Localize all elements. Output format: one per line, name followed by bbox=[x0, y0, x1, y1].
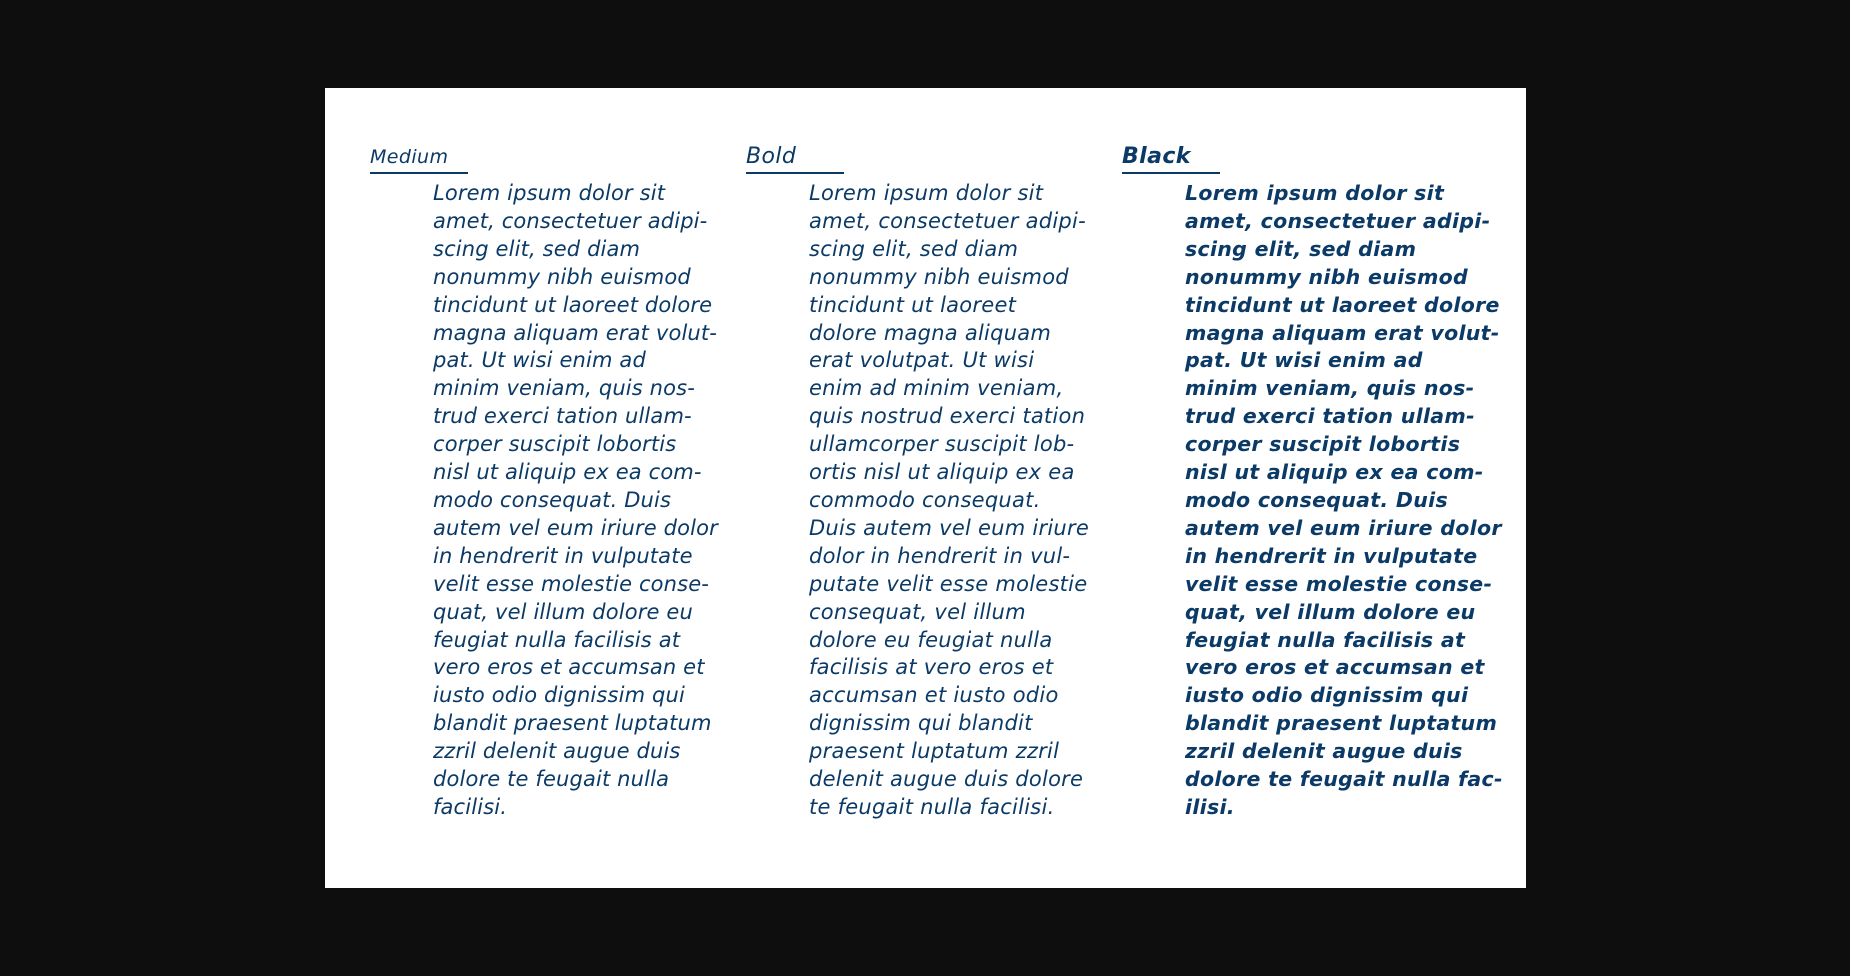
text-line: nonummy nibh euismod bbox=[1185, 264, 1468, 289]
text-line: te feugait nulla facilisi. bbox=[809, 794, 1055, 819]
text-line: Lorem ipsum dolor sit bbox=[1185, 181, 1445, 205]
text-line: Lorem ipsum dolor sit bbox=[809, 181, 1044, 205]
text-line: dolore te feugait nulla fac- bbox=[1185, 767, 1503, 792]
text-line: dignissim qui blandit bbox=[809, 711, 1033, 736]
text-line: autem vel eum iriure dolor bbox=[1185, 515, 1502, 540]
text-line: magna aliquam erat volut- bbox=[433, 320, 717, 345]
text-line: pat. Ut wisi enim ad bbox=[1185, 348, 1423, 373]
text-line: scing elit, sed diam bbox=[1185, 236, 1417, 261]
text-line: scing elit, sed diam bbox=[433, 236, 641, 261]
column-medium bbox=[370, 88, 730, 888]
text-line: trud exerci tation ullam- bbox=[1185, 404, 1475, 429]
column-black bbox=[1122, 88, 1503, 888]
text-line: modo consequat. Duis bbox=[1185, 487, 1448, 512]
text-line: in hendrerit in vulputate bbox=[1185, 543, 1478, 568]
text-line: minim veniam, quis nos- bbox=[433, 376, 695, 401]
text-line: velit esse molestie conse- bbox=[433, 571, 710, 596]
column-bold bbox=[746, 88, 1106, 888]
text-line: ortis nisl ut aliquip ex ea bbox=[809, 460, 1075, 485]
weight-label-bold: Bold bbox=[746, 142, 844, 174]
text-line: velit esse molestie conse- bbox=[1185, 571, 1493, 596]
text-line: iusto odio dignissim qui bbox=[433, 683, 685, 708]
text-line: quis nostrud exerci tation bbox=[809, 404, 1086, 429]
text-line: zzril delenit augue duis bbox=[1185, 739, 1463, 764]
text-line: pat. Ut wisi enim ad bbox=[433, 348, 646, 373]
text-line: putate velit esse molestie bbox=[809, 571, 1088, 596]
text-line: consequat, vel illum bbox=[809, 599, 1026, 624]
text-line: quat, vel illum dolore eu bbox=[433, 599, 693, 624]
text-line: corper suscipit lobortis bbox=[433, 432, 677, 457]
text-line: blandit praesent luptatum bbox=[433, 711, 712, 736]
text-line: blandit praesent luptatum bbox=[1185, 711, 1498, 736]
weight-label-black: Black bbox=[1122, 142, 1220, 174]
text-line: in hendrerit in vulputate bbox=[433, 543, 693, 568]
text-line: zzril delenit augue duis bbox=[433, 739, 681, 764]
text-line: autem vel eum iriure dolor bbox=[433, 515, 718, 540]
text-line: dolore eu feugiat nulla bbox=[809, 627, 1053, 652]
text-line: tincidunt ut laoreet dolore bbox=[433, 292, 713, 317]
text-line: dolor in hendrerit in vul- bbox=[809, 543, 1071, 568]
text-line: commodo consequat. bbox=[809, 487, 1041, 512]
text-line: modo consequat. Duis bbox=[433, 487, 672, 512]
specimen-card bbox=[325, 88, 1526, 888]
text-line: ilisi. bbox=[1185, 794, 1235, 819]
text-line: iusto odio dignissim qui bbox=[1185, 683, 1469, 708]
text-line: feugiat nulla facilisis at bbox=[433, 627, 681, 652]
text-line: magna aliquam erat volut- bbox=[1185, 320, 1500, 345]
text-line: dolore te feugait nulla bbox=[433, 767, 670, 792]
text-line: Lorem ipsum dolor sit bbox=[433, 181, 666, 205]
text-line: scing elit, sed diam bbox=[809, 236, 1019, 261]
text-line: dolore magna aliquam bbox=[809, 320, 1052, 345]
text-line: ullamcorper suscipit lob- bbox=[809, 432, 1075, 457]
text-line: nonummy nibh euismod bbox=[433, 264, 691, 289]
text-line: nisl ut aliquip ex ea com- bbox=[1185, 460, 1484, 485]
text-line: minim veniam, quis nos- bbox=[1185, 376, 1475, 401]
text-line: tincidunt ut laoreet dolore bbox=[1185, 292, 1500, 317]
text-line: erat volutpat. Ut wisi bbox=[809, 348, 1035, 373]
sample-text-black bbox=[1185, 180, 1503, 822]
text-line: enim ad minim veniam, bbox=[809, 376, 1064, 401]
text-line: accumsan et iusto odio bbox=[809, 683, 1059, 708]
text-line: tincidunt ut laoreet bbox=[809, 292, 1017, 317]
weight-label-medium: Medium bbox=[370, 142, 468, 174]
text-line: nisl ut aliquip ex ea com- bbox=[433, 460, 702, 485]
text-line: amet, consectetuer adipi- bbox=[809, 208, 1086, 233]
text-line: feugiat nulla facilisis at bbox=[1185, 627, 1466, 652]
sample-text-medium bbox=[433, 180, 723, 822]
sample-text-bold bbox=[809, 180, 1099, 822]
text-line: vero eros et accumsan et bbox=[433, 655, 705, 680]
text-line: trud exerci tation ullam- bbox=[433, 404, 692, 429]
text-line: facilisis at vero eros et bbox=[809, 655, 1054, 680]
text-line: Duis autem vel eum iriure bbox=[809, 515, 1090, 540]
text-line: vero eros et accumsan et bbox=[1185, 655, 1485, 680]
text-line: facilisi. bbox=[433, 794, 508, 819]
text-line: amet, consectetuer adipi- bbox=[1185, 208, 1491, 233]
text-line: nonummy nibh euismod bbox=[809, 264, 1069, 289]
text-line: delenit augue duis dolore bbox=[809, 767, 1084, 792]
text-line: quat, vel illum dolore eu bbox=[1185, 599, 1476, 624]
text-line: corper suscipit lobortis bbox=[1185, 432, 1461, 457]
text-line: amet, consectetuer adipi- bbox=[433, 208, 708, 233]
text-line: praesent luptatum zzril bbox=[809, 739, 1060, 764]
